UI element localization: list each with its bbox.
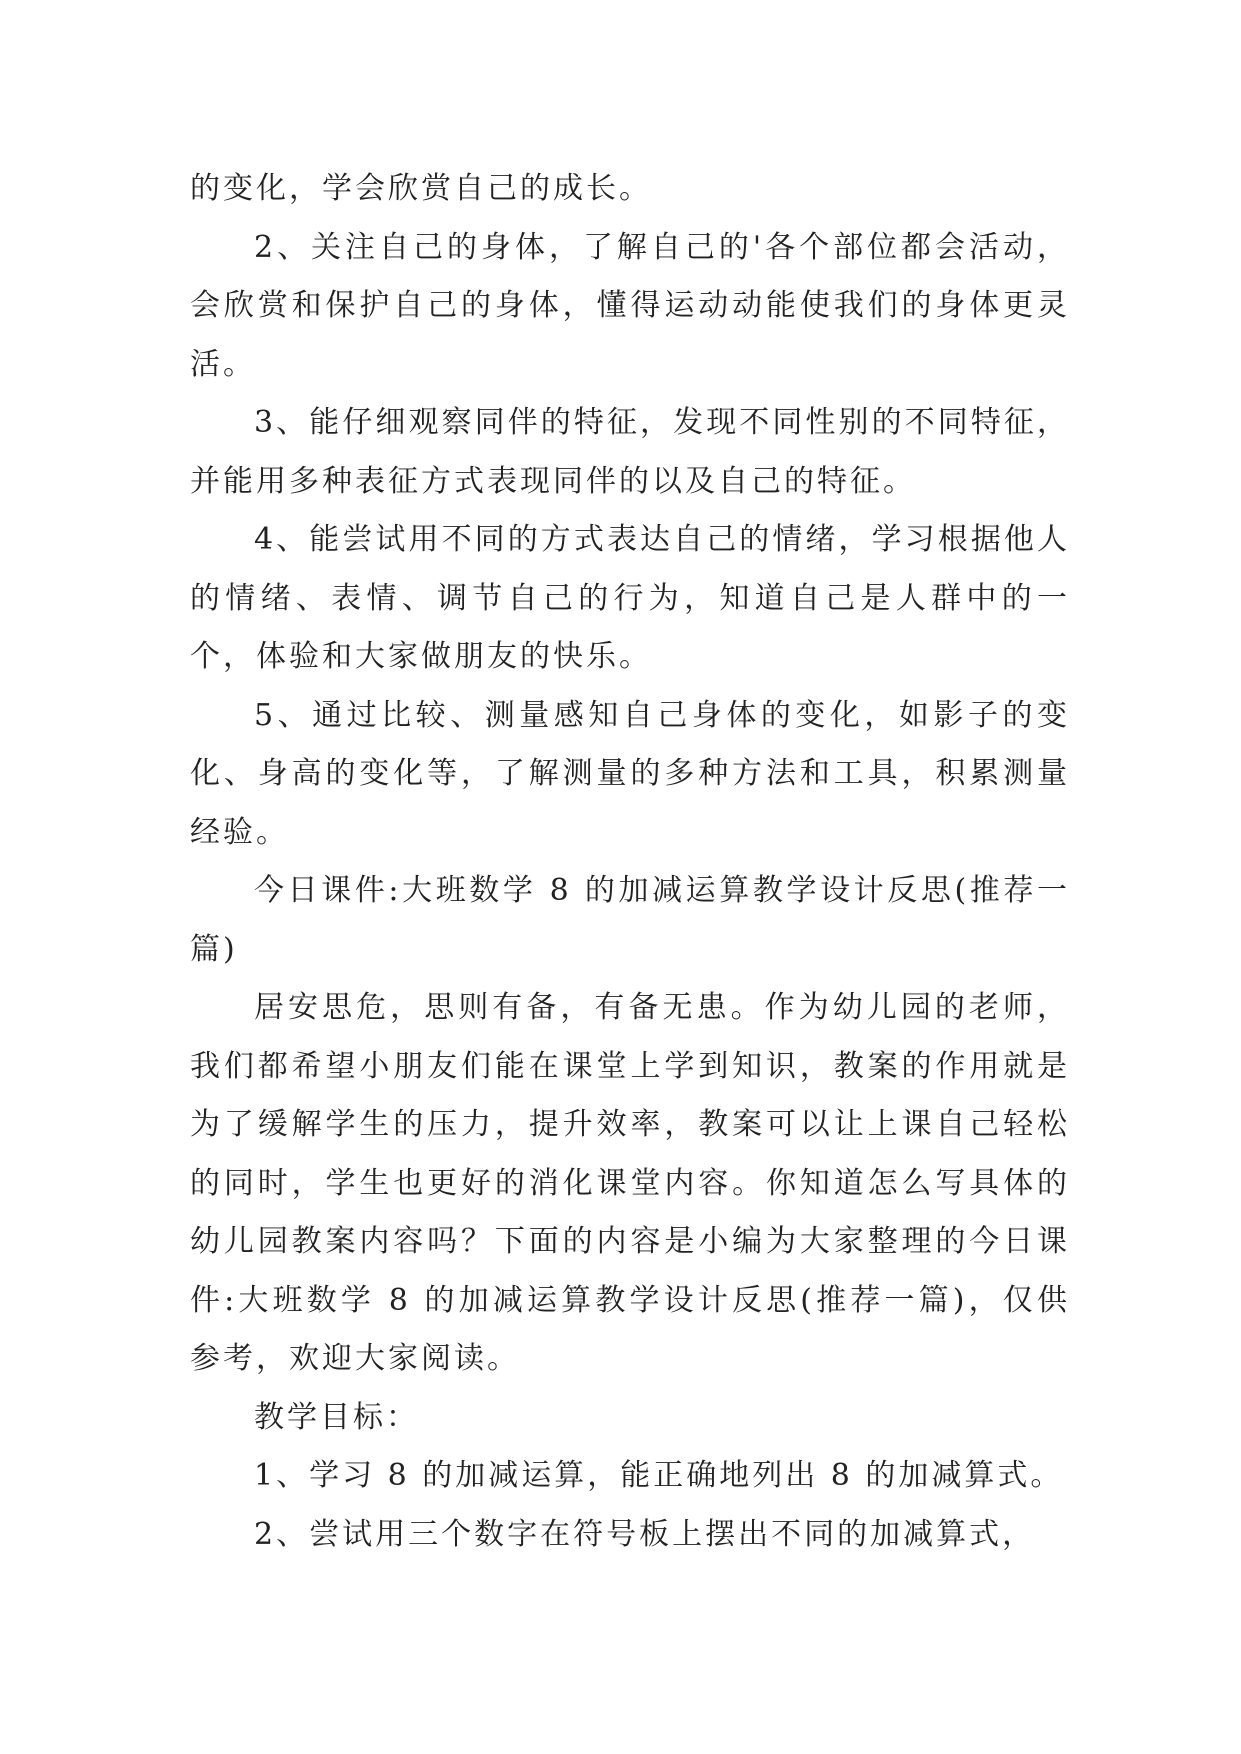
goal-item-2: 2、尝试用三个数字在符号板上摆出不同的加减算式， bbox=[254, 1516, 1036, 1552]
paragraph-item-5: 5、通过比较、测量感知自己身体的变化，如影子的变化、身高的变化等，了解测量的多种方法和工具，积累测量经验。 bbox=[190, 697, 1070, 850]
section-heading: 今日课件:大班数学 8 的加减运算教学设计反思(推荐一篇) bbox=[190, 873, 1070, 967]
paragraph-item-3: 3、能仔细观察同伴的特征，发现不同性别的不同特征，并能用多种表征方式表现同伴的以及自己的特征。 bbox=[190, 405, 1070, 499]
teaching-goals-heading: 教学目标： bbox=[254, 1399, 419, 1435]
goal-item-1: 1、学习 8 的加减运算，能正确地列出 8 的加减算式。 bbox=[254, 1458, 1064, 1493]
paragraph-item-4: 4、能尝试用不同的方式表达自己的情绪，学习根据他人的情绪、表情、调节自己的行为，知道自己是人群中的一个，体验和大家做朋友的快乐。 bbox=[190, 522, 1070, 674]
paragraph-continuation: 的变化，学会欣赏自己的成长。 bbox=[190, 171, 652, 206]
document-body bbox=[190, 160, 1070, 1564]
paragraph-item-2: 2、关注自己的身体，了解自己的'各个部位都会活动，会欣赏和保护自己的身体，懂得运动动能使我们的身体更灵活。 bbox=[190, 229, 1070, 382]
intro-paragraph: 居安思危，思则有备，有备无患。作为幼儿园的老师，我们都希望小朋友们能在课堂上学到知识，教案的作用就是为了缓解学生的压力，提升效率，教案可以让上课自己轻松的同时，学生也更好的消化课堂内容。你知道怎么写具体的幼儿园教案内容吗？下面的内容是小编为大家整理的今日课件:大班数学 8 的加减运算教学设计反思(推荐一篇)，仅供参考，欢迎大家阅读。 bbox=[190, 990, 1070, 1376]
